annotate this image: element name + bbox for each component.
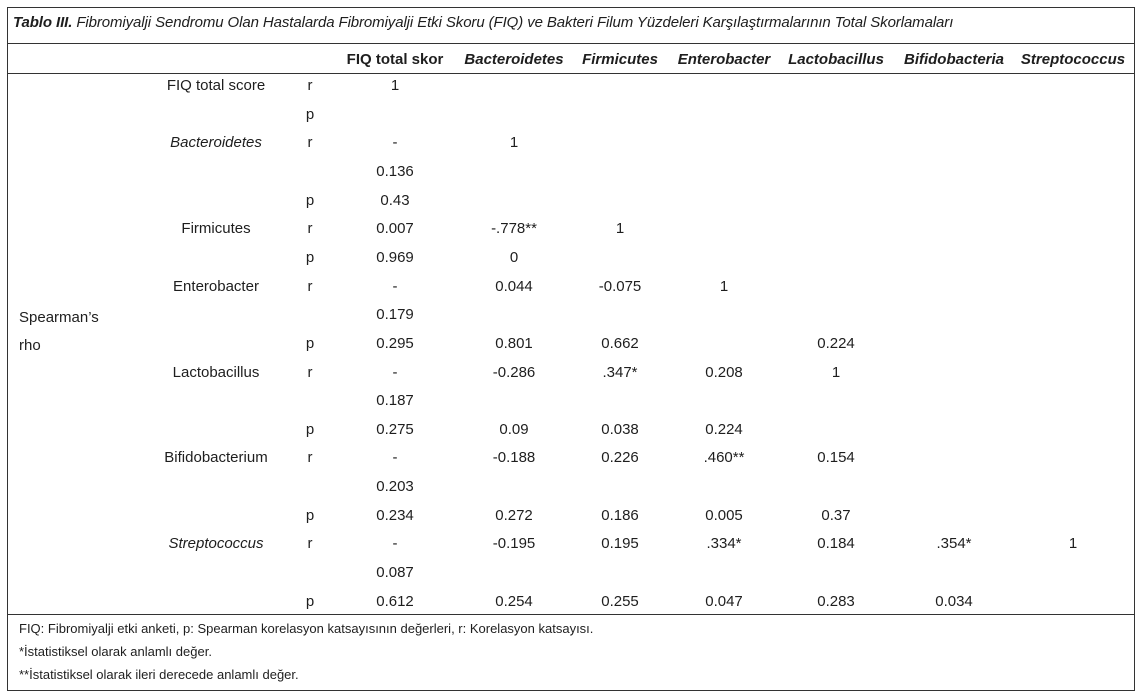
table-cell: .334* [706, 535, 742, 552]
row-label: Streptococcus [168, 535, 264, 552]
row-stat: r [307, 278, 313, 295]
table-cell: 1 [390, 77, 400, 94]
row-stat: r [307, 535, 313, 552]
row-label: Bacteroidetes [170, 134, 262, 151]
row-label: Firmicutes [181, 220, 251, 237]
col-header-bacteroidetes: Bacteroidetes [464, 51, 564, 68]
row-stat: r [307, 220, 313, 237]
footnote-significant: *İstatistiksel olarak anlamlı değer. [19, 644, 212, 659]
table-cell: 0.038 [601, 421, 639, 438]
table-cell: 0.047 [705, 593, 743, 610]
table-cell: 1 [509, 134, 519, 151]
table-caption [13, 14, 953, 31]
table-cell: 0.154 [817, 449, 855, 466]
table-cell: 0 [509, 249, 519, 266]
table-cell: -0.188 [492, 449, 536, 466]
col-header-enterobacter: Enterobacter [677, 51, 771, 68]
side-label-line1: Spearman’s [19, 309, 99, 326]
row-stat: p [305, 192, 315, 209]
table-cell: 0.203 [376, 478, 414, 495]
table-cell: 0.208 [705, 364, 743, 381]
table-cell: - [392, 278, 398, 295]
table-cell: 0.187 [376, 392, 414, 409]
table-cell: 0.007 [376, 220, 414, 237]
col-header-firmicutes: Firmicutes [582, 51, 658, 68]
footer-divider [8, 614, 1134, 615]
table-cell: 0.275 [376, 421, 414, 438]
table-cell: .347* [602, 364, 638, 381]
row-stat: r [307, 364, 313, 381]
header-divider [8, 73, 1134, 74]
table-cell: 0.034 [935, 593, 973, 610]
table-cell: 0.37 [821, 507, 851, 524]
row-stat: r [307, 449, 313, 466]
row-stat: p [305, 593, 315, 610]
table-cell: 0.186 [601, 507, 639, 524]
table-caption-label: Tablo III. [13, 14, 73, 31]
row-label: Enterobacter [173, 278, 259, 295]
table-cell: .460** [703, 449, 745, 466]
row-stat: p [305, 249, 315, 266]
table-cell: 0.801 [495, 335, 533, 352]
table-caption-text: Fibromiyalji Sendromu Olan Hastalarda Fibromiyalji Etki Skoru (FIQ) ve Bakteri Filum Yüzdeleri Karşılaştırmalarının Total Skorlamaları [76, 14, 954, 31]
row-label: Bifidobacterium [164, 449, 268, 466]
table-cell: -0.075 [598, 278, 642, 295]
row-label: FIQ total score [166, 77, 266, 94]
table-cell: 0.044 [495, 278, 533, 295]
row-stat: r [307, 77, 313, 94]
col-header-lactobacillus: Lactobacillus [788, 51, 884, 68]
table-cell: - [392, 535, 398, 552]
table-cell: 0.43 [380, 192, 410, 209]
table-cell: 1 [615, 220, 625, 237]
row-stat: p [305, 421, 315, 438]
table-cell: - [392, 449, 398, 466]
table-cell: 0.234 [376, 507, 414, 524]
table-cell: 0.226 [601, 449, 639, 466]
table-cell: 0.224 [817, 335, 855, 352]
footnote-abbreviations: FIQ: Fibromiyalji etki anketi, p: Spearman korelasyon katsayısının değerleri, r: Korelasyon katsayısı. [19, 621, 594, 636]
table-cell: 0.254 [495, 593, 533, 610]
table-cell: 0.272 [495, 507, 533, 524]
row-stat: p [305, 507, 315, 524]
table-cell: 0.255 [601, 593, 639, 610]
table-cell: 0.005 [705, 507, 743, 524]
caption-divider [8, 43, 1134, 44]
table-cell: 0.612 [376, 593, 414, 610]
col-header-streptococcus: Streptococcus [1020, 51, 1126, 68]
row-stat: p [305, 335, 315, 352]
table-cell: 0.179 [376, 306, 414, 323]
table-cell: 0.283 [817, 593, 855, 610]
table-cell: 0.662 [601, 335, 639, 352]
table-cell: - [392, 134, 398, 151]
table-cell: 0.09 [499, 421, 529, 438]
side-label-line2: rho [19, 337, 41, 354]
table-cell: - [392, 364, 398, 381]
row-stat: p [305, 106, 315, 123]
table-cell: .354* [936, 535, 972, 552]
table-cell: 0.195 [601, 535, 639, 552]
table-cell: 0.224 [705, 421, 743, 438]
table-cell: 0.184 [817, 535, 855, 552]
table-cell: -0.286 [492, 364, 536, 381]
table-frame [7, 7, 1135, 691]
table-cell: -0.195 [492, 535, 536, 552]
spearman-rho-label [19, 304, 99, 360]
table-cell: 0.969 [376, 249, 414, 266]
table-cell: -.778** [491, 220, 537, 237]
table-cell: 0.136 [376, 163, 414, 180]
row-stat: r [307, 134, 313, 151]
table-cell: 1 [1068, 535, 1078, 552]
table-cell: 1 [831, 364, 841, 381]
table-cell: 0.087 [376, 564, 414, 581]
col-header-fiq: FIQ total skor [346, 51, 444, 68]
table-cell: 0.295 [376, 335, 414, 352]
table-cell: 1 [719, 278, 729, 295]
footnote-highly-significant: **İstatistiksel olarak ileri derecede anlamlı değer. [19, 667, 299, 682]
row-label: Lactobacillus [172, 364, 260, 381]
col-header-bifidobacteria: Bifidobacteria [903, 51, 1005, 68]
